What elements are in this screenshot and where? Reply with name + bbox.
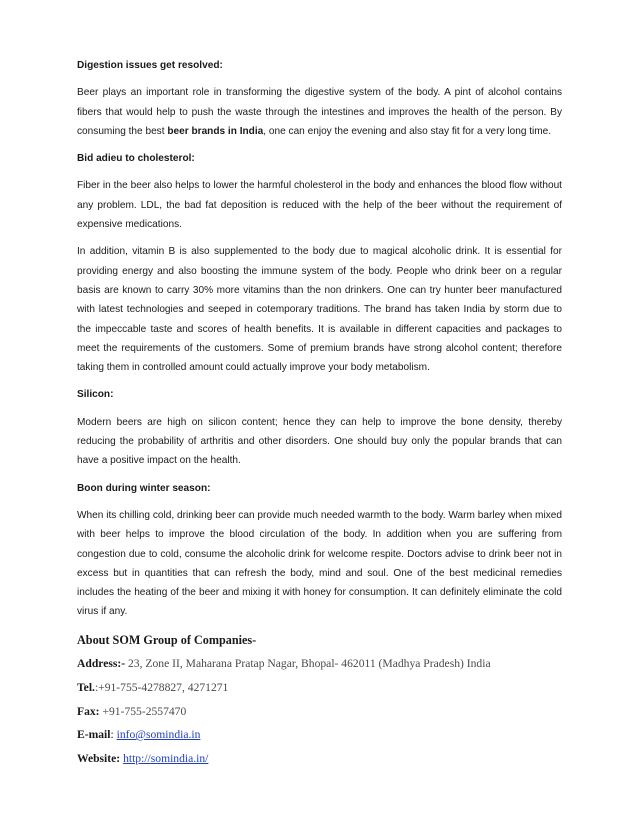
section-heading-digestion: Digestion issues get resolved: — [77, 60, 223, 71]
website-label: Website: — [77, 751, 121, 765]
section-heading-cholesterol: Bid adieu to cholesterol: — [77, 153, 195, 165]
bold-keyword: beer brands in India — [167, 125, 264, 137]
website-line — [77, 748, 562, 769]
website-link[interactable]: http://somindia.in/ — [123, 751, 209, 765]
paragraph-text: , one can enjoy the evening and also stay fit for a very long time. — [263, 125, 552, 137]
fax-value: +91-755-2557470 — [99, 704, 187, 718]
document-page — [77, 56, 562, 771]
email-link[interactable]: info@somindia.in — [116, 728, 201, 742]
address-label: Address:- — [77, 657, 126, 671]
tel-line — [77, 677, 562, 698]
tel-value: :+91-755-4278827, 4271271 — [94, 680, 229, 694]
paragraph-silicon: Modern beers are high on silicon content; hence they can help to improve the bone density, thereby reducing the probability of arthritis and other disorders. One should buy only the popular brands that can have a positive impact on the health. — [77, 416, 562, 467]
section-heading-winter: Boon during winter season: — [77, 482, 211, 494]
email-line — [77, 724, 562, 745]
paragraph-cholesterol-1: Fiber in the beer also helps to lower the harmful cholesterol in the body and enhances the blood flow without any problem. LDL, the bad fat deposition is reduced with the help of the beer without the requirement of expensive medications. — [77, 180, 562, 231]
paragraph-text: Beer plays an important role in transforming the digestive system of the body. A pint of alcohol contains fibers that would help to push the waste through the intestines and improves the health of the person. By consuming the best — [77, 87, 562, 137]
address-line — [77, 653, 562, 674]
email-separator: : — [110, 728, 117, 742]
fax-label: Fax: — [77, 704, 100, 718]
paragraph-digestion — [77, 83, 562, 141]
about-title: About SOM Group of Companies- — [77, 632, 257, 647]
email-label: E-mail — [77, 728, 111, 742]
paragraph-cholesterol-2: In addition, vitamin B is also supplemented to the body due to magical alcoholic drink. It is essential for providing energy and also boosting the immune system of the body. People who drink beer on a regular basis are known to carry 30% more vitamins than the non drinkers. One can try hunter beer manufactured with latest technologies and seeped in cotemporary traditions. The brand has taken India by storm due to the impeccable taste and scores of health benefits. It is available in different capacities and packages to meet the requirements of the customers. Some of premium brands have strong alcohol content; therefore taking them in controlled amount could actually improve your body metabolism. — [77, 246, 562, 374]
address-value: 23, Zone II, Maharana Pratap Nagar, Bhopal- 462011 (Madhya Pradesh) India — [125, 657, 491, 671]
tel-label: Tel. — [77, 680, 95, 694]
fax-line — [77, 701, 562, 722]
paragraph-winter: When its chilling cold, drinking beer can provide much needed warmth to the body. Warm barley when mixed with beer helps to improve the blood circulation of the body. In addition when you are suffering from congestion due to cold, consume the alcoholic drink for welcome respite. Doctors advise to drink beer not in excess but in quantities that can refresh the body, mind and soul. One of the best medicinal remedies includes the heating of the beer and mixing it with honey for consumption. It can definitely eliminate the cold virus if any. — [77, 509, 562, 618]
section-heading-silicon: Silicon: — [77, 389, 114, 401]
about-block — [77, 630, 562, 769]
